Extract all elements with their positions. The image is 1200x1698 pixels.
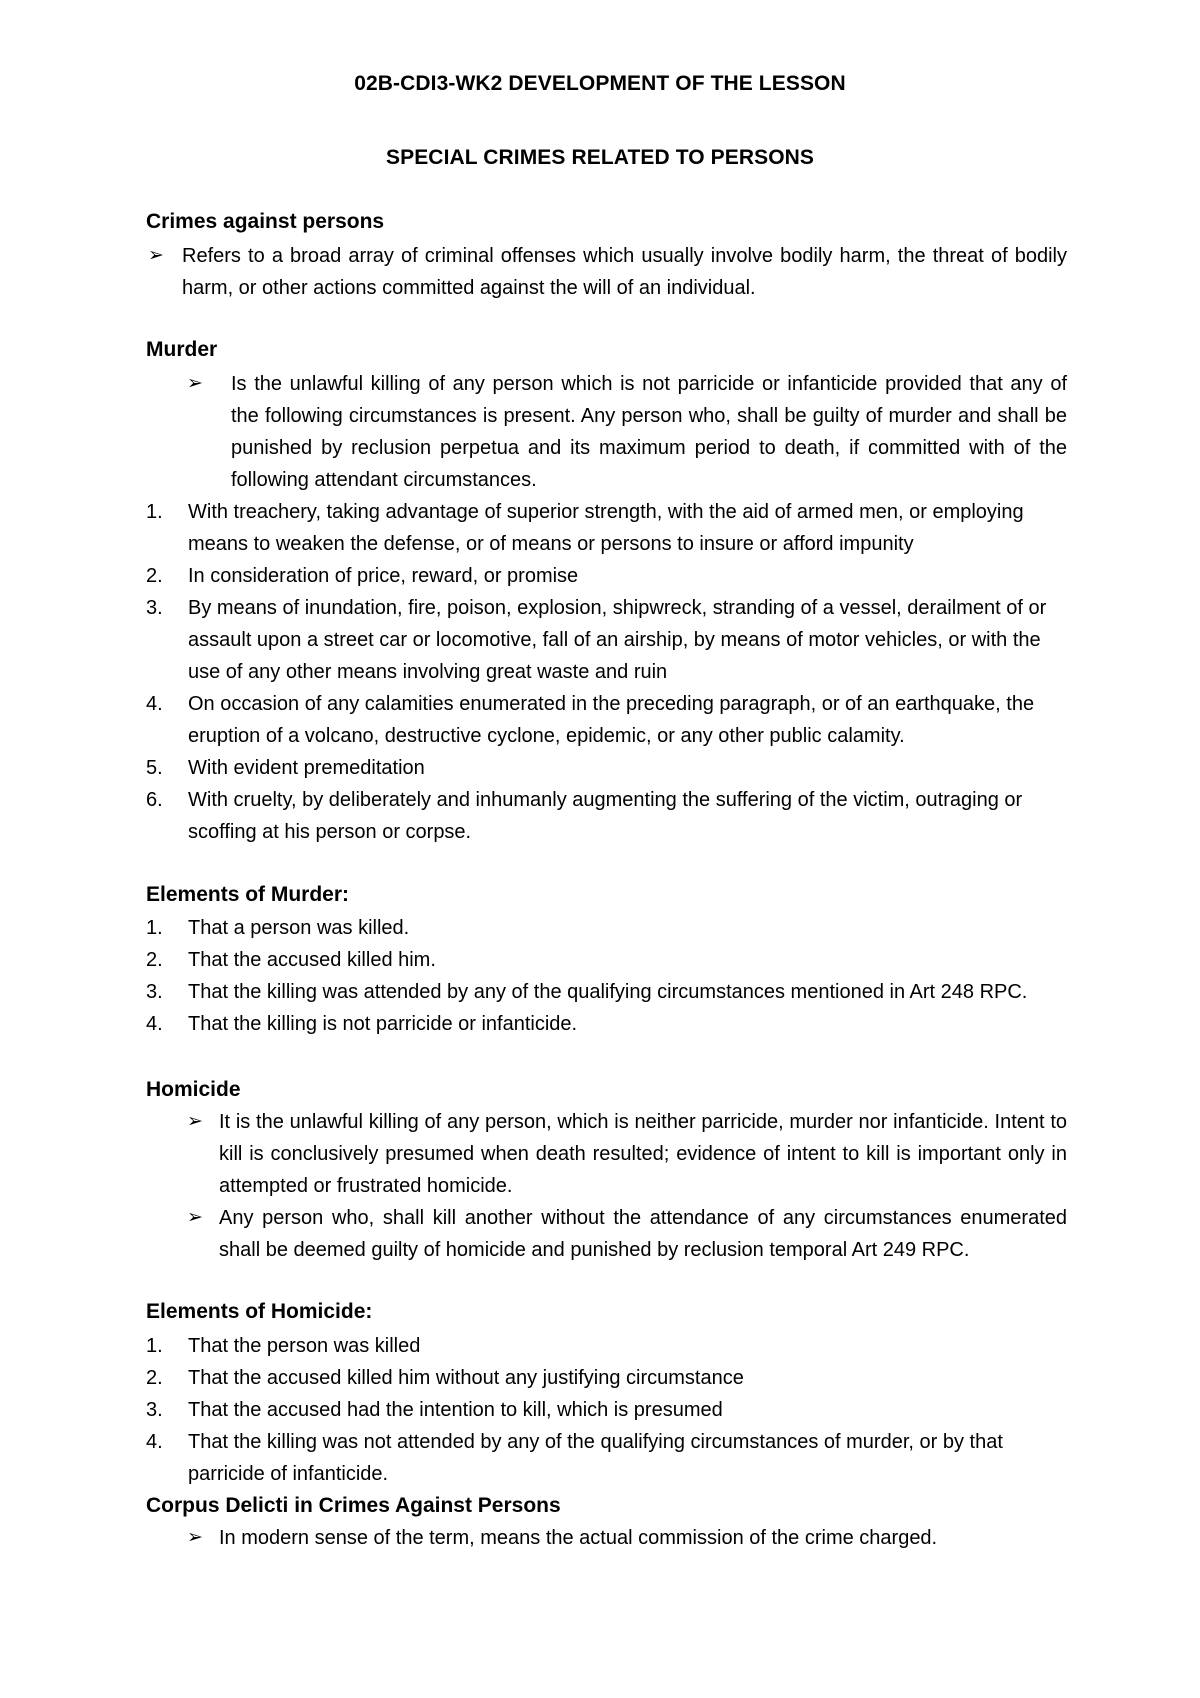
list-number: 1. (146, 1335, 163, 1357)
elements-of-homicide-heading: Elements of Homicide: (146, 1300, 373, 1323)
list-number: 1. (146, 501, 163, 523)
list-number: 6. (146, 789, 163, 811)
list-number: 3. (146, 597, 163, 619)
list-number: 1. (146, 917, 163, 939)
list-number: 4. (146, 1431, 163, 1453)
arrow-bullet-icon: ➢ (148, 245, 164, 266)
list-item: That the accused killed him without any justifying circumstance (188, 1367, 744, 1389)
list-item: With treachery, taking advantage of superior strength, with the aid of armed men, or employing means to weaken the defense, or of means or persons to insure or afford impunity (188, 501, 1024, 555)
list-item: That a person was killed. (188, 917, 410, 939)
elements-of-murder-heading: Elements of Murder: (146, 883, 350, 906)
list-item: That the accused had the intention to kill, which is presumed (188, 1399, 723, 1421)
murder-definition: Is the unlawful killing of any person which is not parricide or infanticide provided that any of the following circumstances is present. Any person who, shall be guilty of murder and shall be punished by reclusion perpetua and its maximum period to death, if committed with of the following attendant circumstances. (231, 373, 1067, 491)
list-number: 3. (146, 1399, 163, 1421)
list-number: 2. (146, 565, 163, 587)
list-item: On occasion of any calamities enumerated in the preceding paragraph, or of an earthquake, the eruption of a volcano, destructive cyclone, epidemic, or any other public calamity. (188, 693, 1035, 747)
corpus-delicti-definition: In modern sense of the term, means the actual commission of the crime charged. (219, 1527, 938, 1549)
crimes-against-persons-definition: Refers to a broad array of criminal offenses which usually involve bodily harm, the threat of bodily harm, or other actions committed against the will of an individual. (182, 245, 1067, 299)
list-item: That the killing was not attended by any of the qualifying circumstances of murder, or by that parricide of infanticide. (188, 1431, 1003, 1485)
list-item: By means of inundation, fire, poison, explosion, shipwreck, stranding of a vessel, derailment of or assault upon a street car or locomotive, fall of an airship, by means of motor vehicles, or with the use of any other means involving great waste and ruin (188, 597, 1047, 683)
list-number: 2. (146, 949, 163, 971)
homicide-penalty: Any person who, shall kill another without the attendance of any circumstances enumerated shall be deemed guilty of homicide and punished by reclusion temporal Art 249 RPC. (219, 1207, 1067, 1261)
list-item: In consideration of price, reward, or promise (188, 565, 579, 587)
arrow-bullet-icon: ➢ (187, 1111, 203, 1132)
list-item: That the person was killed (188, 1335, 421, 1357)
list-item: That the accused killed him. (188, 949, 436, 971)
homicide-definition: It is the unlawful killing of any person, which is neither parricide, murder nor infanticide. Intent to kill is conclusively presumed when death resulted; evidence of intent to kill is important only in attempted or frustrated homicide. (219, 1111, 1067, 1197)
homicide-heading: Homicide (146, 1078, 241, 1101)
list-item: With cruelty, by deliberately and inhumanly augmenting the suffering of the victim, outraging or scoffing at his person or corpse. (188, 789, 1023, 843)
list-item: That the killing is not parricide or infanticide. (188, 1013, 578, 1035)
arrow-bullet-icon: ➢ (187, 1527, 203, 1548)
arrow-bullet-icon: ➢ (187, 373, 203, 394)
arrow-bullet-icon: ➢ (187, 1207, 203, 1228)
list-number: 4. (146, 693, 163, 715)
list-item: With evident premeditation (188, 757, 425, 779)
list-number: 4. (146, 1013, 163, 1035)
list-number: 2. (146, 1367, 163, 1389)
list-number: 5. (146, 757, 163, 779)
list-number: 3. (146, 981, 163, 1003)
document-title: 02B-CDI3-WK2 DEVELOPMENT OF THE LESSON (354, 72, 846, 95)
corpus-delicti-heading: Corpus Delicti in Crimes Against Persons (146, 1494, 561, 1517)
list-item: That the killing was attended by any of the qualifying circumstances mentioned in Art 248 RPC. (188, 981, 1028, 1003)
murder-heading: Murder (146, 338, 218, 361)
crimes-against-persons-heading: Crimes against persons (146, 210, 385, 233)
document-subtitle: SPECIAL CRIMES RELATED TO PERSONS (385, 146, 815, 169)
